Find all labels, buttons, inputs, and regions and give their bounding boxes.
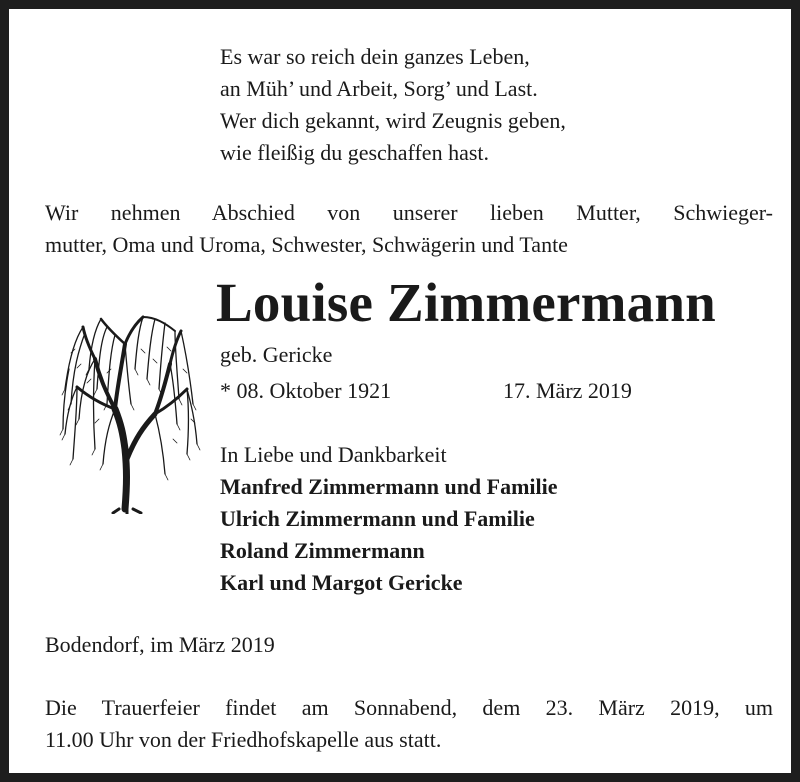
poem-line: Wer dich gekannt, wird Zeugnis geben, bbox=[220, 108, 566, 133]
mourner-name: Karl und Margot Gericke bbox=[220, 570, 463, 595]
poem-line: Es war so reich dein ganzes Leben, bbox=[220, 44, 530, 69]
funeral-info bbox=[45, 692, 773, 756]
poem-line: wie fleißig du geschaffen hast. bbox=[220, 140, 490, 165]
poem-line: an Müh’ und Arbeit, Sorg’ und Last. bbox=[220, 76, 538, 101]
intro-line: mutter, Oma und Uroma, Schwester, Schwägerin und Tante bbox=[45, 232, 568, 257]
mourner-name: Ulrich Zimmermann und Familie bbox=[220, 506, 535, 531]
mourner-name: Roland Zimmermann bbox=[220, 538, 425, 563]
intro-line: Wir nehmen Abschied von unserer lieben Mutter, Schwieger- bbox=[45, 200, 773, 225]
birth-name: geb. Gericke bbox=[220, 342, 333, 367]
intro-text bbox=[45, 197, 773, 261]
place-date: Bodendorf, im März 2019 bbox=[45, 632, 275, 657]
mourners-intro: In Liebe und Dankbarkeit bbox=[220, 442, 447, 467]
funeral-line: Die Trauerfeier findet am Sonnabend, dem 23. März 2019, um bbox=[45, 695, 773, 720]
poem bbox=[220, 41, 566, 169]
mourner-name: Manfred Zimmermann und Familie bbox=[220, 474, 558, 499]
funeral-line: 11.00 Uhr von der Friedhofskapelle aus statt. bbox=[45, 727, 442, 752]
birth-date: * 08. Oktober 1921 bbox=[220, 378, 392, 403]
weeping-willow-tree-icon bbox=[55, 309, 205, 514]
mourners bbox=[220, 439, 558, 599]
death-date-text: 17. März 2019 bbox=[503, 378, 632, 403]
deceased-name: Louise Zimmermann bbox=[216, 272, 716, 333]
death-date bbox=[503, 377, 632, 405]
